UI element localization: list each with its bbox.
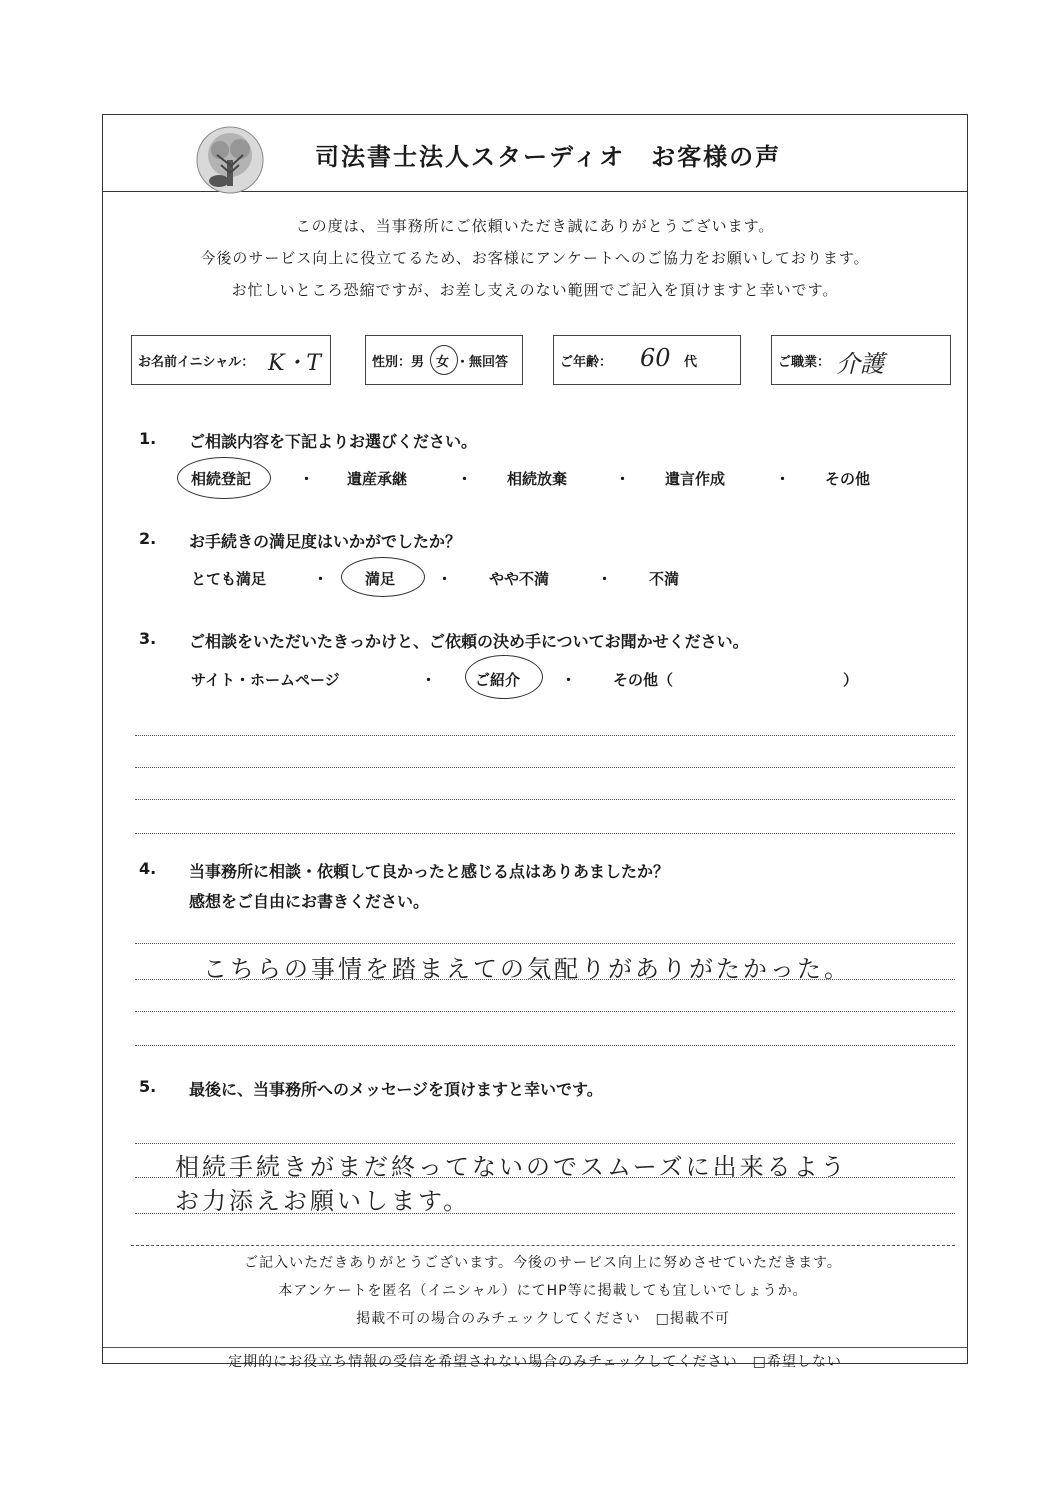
job-field[interactable] (771, 335, 951, 385)
q3-answer-line[interactable] (135, 767, 955, 768)
q5-answer-line[interactable] (135, 1177, 955, 1178)
initial-value: K・T (268, 351, 322, 376)
tree-logo-icon (195, 125, 265, 195)
q2-separator: ・ (437, 570, 453, 588)
q4-answer-line[interactable] (135, 943, 955, 944)
q4-subtext: 感想をご自由にお書きください。 (189, 892, 430, 911)
q4-handwritten-answer: こちらの事情を踏まえての気配りがありがたかった。 (203, 955, 851, 983)
q3-option-3[interactable]: その他（ (613, 671, 674, 689)
q3-separator: ・ (561, 671, 577, 689)
q2-option-1[interactable]: とても満足 (191, 570, 267, 588)
q4-answer-line[interactable] (135, 979, 955, 980)
q5-answer-line[interactable] (135, 1143, 955, 1144)
q3-separator: ・ (421, 671, 437, 689)
q3-number: 3. (139, 629, 157, 648)
intro-line-2: 今後のサービス向上に役立てるため、お客様にアンケートへのご協力をお願いしております。 (200, 249, 870, 267)
footer-thanks: ご記入いただきありがとうございます。今後のサービス向上に努めさせていただきます。 (244, 1255, 842, 1271)
form-header (103, 115, 967, 192)
q1-separator: ・ (457, 470, 473, 488)
job-label: ご職業： (778, 355, 831, 370)
q3-answer-line[interactable] (135, 799, 955, 800)
q5-text: 最後に、当事務所へのメッセージを頂けますと幸いです。 (189, 1080, 603, 1099)
age-value: 60 (640, 344, 671, 372)
page-title: 司法書士法人スターディオ お客様の声 (315, 143, 782, 171)
q2-option-3[interactable]: やや不満 (489, 570, 550, 588)
q5-number: 5. (139, 1077, 157, 1096)
q1-option-5[interactable]: その他 (825, 470, 871, 488)
q1-option-4[interactable]: 遺言作成 (665, 470, 726, 488)
gender-none: ・無回答 (456, 355, 509, 370)
intro-line-1: この度は、当事務所にご依頼いただき誠にありがとうございます。 (295, 217, 775, 235)
q2-text: お手続きの満足度はいかがでしたか？ (189, 532, 462, 551)
q1-number: 1. (139, 429, 157, 448)
q5-handwritten-line-1: 相続手続きがまだ終ってないのでスムーズに出来るよう (175, 1153, 848, 1181)
q2-number: 2. (139, 529, 157, 548)
gender-label: 性別：男 (372, 355, 425, 370)
q4-text: 当事務所に相談・依頼して良かったと感じる点はありあましたか？ (189, 862, 670, 881)
q1-selected-circle (177, 457, 271, 499)
age-label: ご年齢： (560, 355, 613, 370)
q3-text: ご相談をいただいたきっかけと、ご依頼の決め手についてお聞かせください。 (189, 632, 749, 651)
job-value: 介護 (836, 350, 884, 378)
q1-text: ご相談内容を下記よりお選びください。 (189, 432, 478, 451)
q2-option-2[interactable]: 満足 (365, 570, 396, 588)
footer-notice (131, 1245, 955, 1350)
q5-answer-line[interactable] (135, 1213, 955, 1214)
age-field[interactable] (553, 335, 741, 385)
q3-option-2[interactable]: ご紹介 (475, 671, 521, 689)
footer-publish-question: 本アンケートを匿名（イニシャル）にてHP等に掲載しても宜しいでしょうか。 (278, 1283, 808, 1299)
q5-handwritten-line-2: お力添えお願いします。 (175, 1187, 471, 1215)
intro-line-3: お忙しいところ恐縮ですが、お差し支えのない範囲でご記入を頂けますと幸いです。 (231, 281, 839, 299)
q1-option-1[interactable]: 相続登記 (191, 470, 252, 488)
newsletter-checkbox-row[interactable]: 定期的にお役立ち情報の受信を希望されない場合のみチェックしてください □希望しない (103, 1347, 967, 1371)
q3-selected-circle (465, 655, 543, 699)
q1-option-3[interactable]: 相続放棄 (507, 470, 568, 488)
q3-answer-line[interactable] (135, 833, 955, 834)
q1-separator: ・ (615, 470, 631, 488)
gender-field[interactable] (365, 335, 523, 385)
q4-answer-line[interactable] (135, 1011, 955, 1012)
q3-option-1[interactable]: サイト・ホームページ (191, 671, 340, 689)
initial-label: お名前イニシャル： (138, 355, 255, 370)
q1-separator: ・ (299, 470, 315, 488)
q4-answer-line[interactable] (135, 1045, 955, 1046)
publish-checkbox-row[interactable]: 掲載不可の場合のみチェックしてください □掲載不可 (356, 1311, 730, 1327)
q3-close-paren: ） (843, 671, 859, 689)
q3-answer-line[interactable] (135, 735, 955, 736)
q4-number: 4. (139, 859, 157, 878)
age-suffix: 代 (684, 355, 698, 370)
q1-option-2[interactable]: 遺産承継 (347, 470, 408, 488)
q1-separator: ・ (775, 470, 791, 488)
q2-separator: ・ (597, 570, 613, 588)
initial-field[interactable] (131, 335, 331, 385)
q2-option-4[interactable]: 不満 (649, 570, 680, 588)
gender-circle-mark (430, 345, 458, 375)
gender-selected: 女 (436, 355, 450, 370)
q2-selected-circle (341, 557, 425, 597)
q2-separator: ・ (313, 570, 329, 588)
survey-form (102, 114, 968, 1370)
